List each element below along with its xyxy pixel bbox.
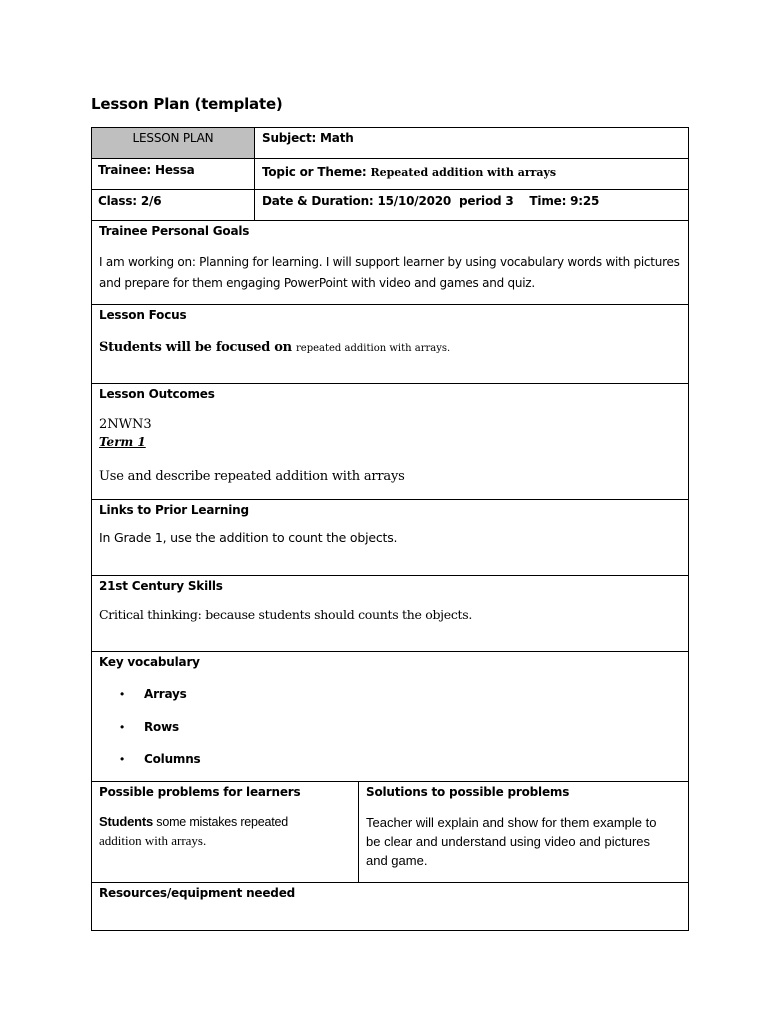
lesson-plan-label: LESSON PLAN (132, 131, 214, 145)
personal-goals-heading: Trainee Personal Goals (99, 224, 250, 238)
problems-text-1: some mistakes repeated (153, 815, 289, 829)
header-row-2 (92, 158, 688, 189)
skills-text: Critical thinking: because students should counts the objects. (99, 607, 473, 622)
lesson-focus-lead: Students will be focused on (99, 340, 297, 355)
vocabulary-item-label: Rows (144, 720, 179, 734)
vocabulary-section (92, 651, 688, 781)
topic-line (262, 163, 556, 181)
problems-line-1 (99, 813, 288, 831)
problems-heading: Possible problems for learners (99, 785, 301, 799)
subject-cell (254, 128, 688, 158)
outcome-code: 2NWN3 (99, 417, 152, 432)
skills-section (92, 575, 688, 651)
lesson-plan-table (91, 127, 689, 931)
lesson-focus-heading: Lesson Focus (99, 308, 187, 322)
bullet-icon: • (120, 687, 125, 701)
header-row-1 (92, 127, 688, 158)
lesson-focus-value: repeated addition with arrays. (296, 343, 451, 354)
vocabulary-item-label: Columns (144, 752, 201, 766)
personal-goals-line-2: and prepare for them engaging PowerPoint with video and games and quiz. (99, 276, 535, 290)
lesson-focus-text (99, 338, 450, 356)
outcome-text: Use and describe repeated addition with arrays (99, 469, 405, 484)
subject-text: Subject: Math (262, 131, 354, 145)
resources-heading: Resources/equipment needed (99, 886, 296, 900)
resources-section (92, 882, 688, 931)
header-row-3 (92, 189, 688, 220)
prior-learning-section (92, 499, 688, 575)
problems-line-2: addition with arrays. (99, 833, 207, 848)
personal-goals-section (92, 220, 688, 304)
bullet-icon: • (120, 720, 125, 734)
lesson-outcomes-section (92, 383, 688, 499)
class-text: Class: 2/6 (98, 194, 162, 208)
lesson-plan-header-cell (92, 128, 254, 158)
date-duration-cell (254, 190, 688, 220)
problems-cell (92, 782, 358, 882)
topic-value: Repeated addition with arrays (370, 166, 557, 179)
solutions-line-2: be clear and understand using video and pictures (366, 834, 651, 849)
document-title: Lesson Plan (template) (91, 95, 283, 113)
topic-label: Topic or Theme: (262, 165, 371, 179)
trainee-text: Trainee: Hessa (98, 163, 195, 177)
date-duration-text: Date & Duration: 15/10/2020 period 3 Time: 9:25 (262, 194, 600, 208)
skills-heading: 21st Century Skills (99, 579, 223, 593)
prior-learning-text: In Grade 1, use the addition to count the objects. (99, 530, 398, 545)
bullet-icon: • (120, 752, 125, 766)
solutions-line-3: and game. (366, 853, 428, 868)
lesson-focus-section (92, 304, 688, 383)
vocabulary-heading: Key vocabulary (99, 655, 200, 669)
topic-cell (254, 159, 688, 189)
solutions-heading: Solutions to possible problems (366, 785, 570, 799)
solutions-line-1: Teacher will explain and show for them example to (366, 815, 657, 830)
trainee-cell (92, 159, 254, 189)
personal-goals-line-1: I am working on: Planning for learning. I will support learner by using vocabulary words with pictures (99, 255, 680, 269)
class-cell (92, 190, 254, 220)
prior-learning-heading: Links to Prior Learning (99, 503, 249, 517)
outcome-term: Term 1 (99, 435, 146, 449)
lesson-outcomes-heading: Lesson Outcomes (99, 387, 215, 401)
vocabulary-item-label: Arrays (144, 687, 187, 701)
problems-lead: Students (99, 814, 154, 829)
solutions-cell (358, 782, 688, 882)
problems-solutions-row (92, 781, 688, 882)
